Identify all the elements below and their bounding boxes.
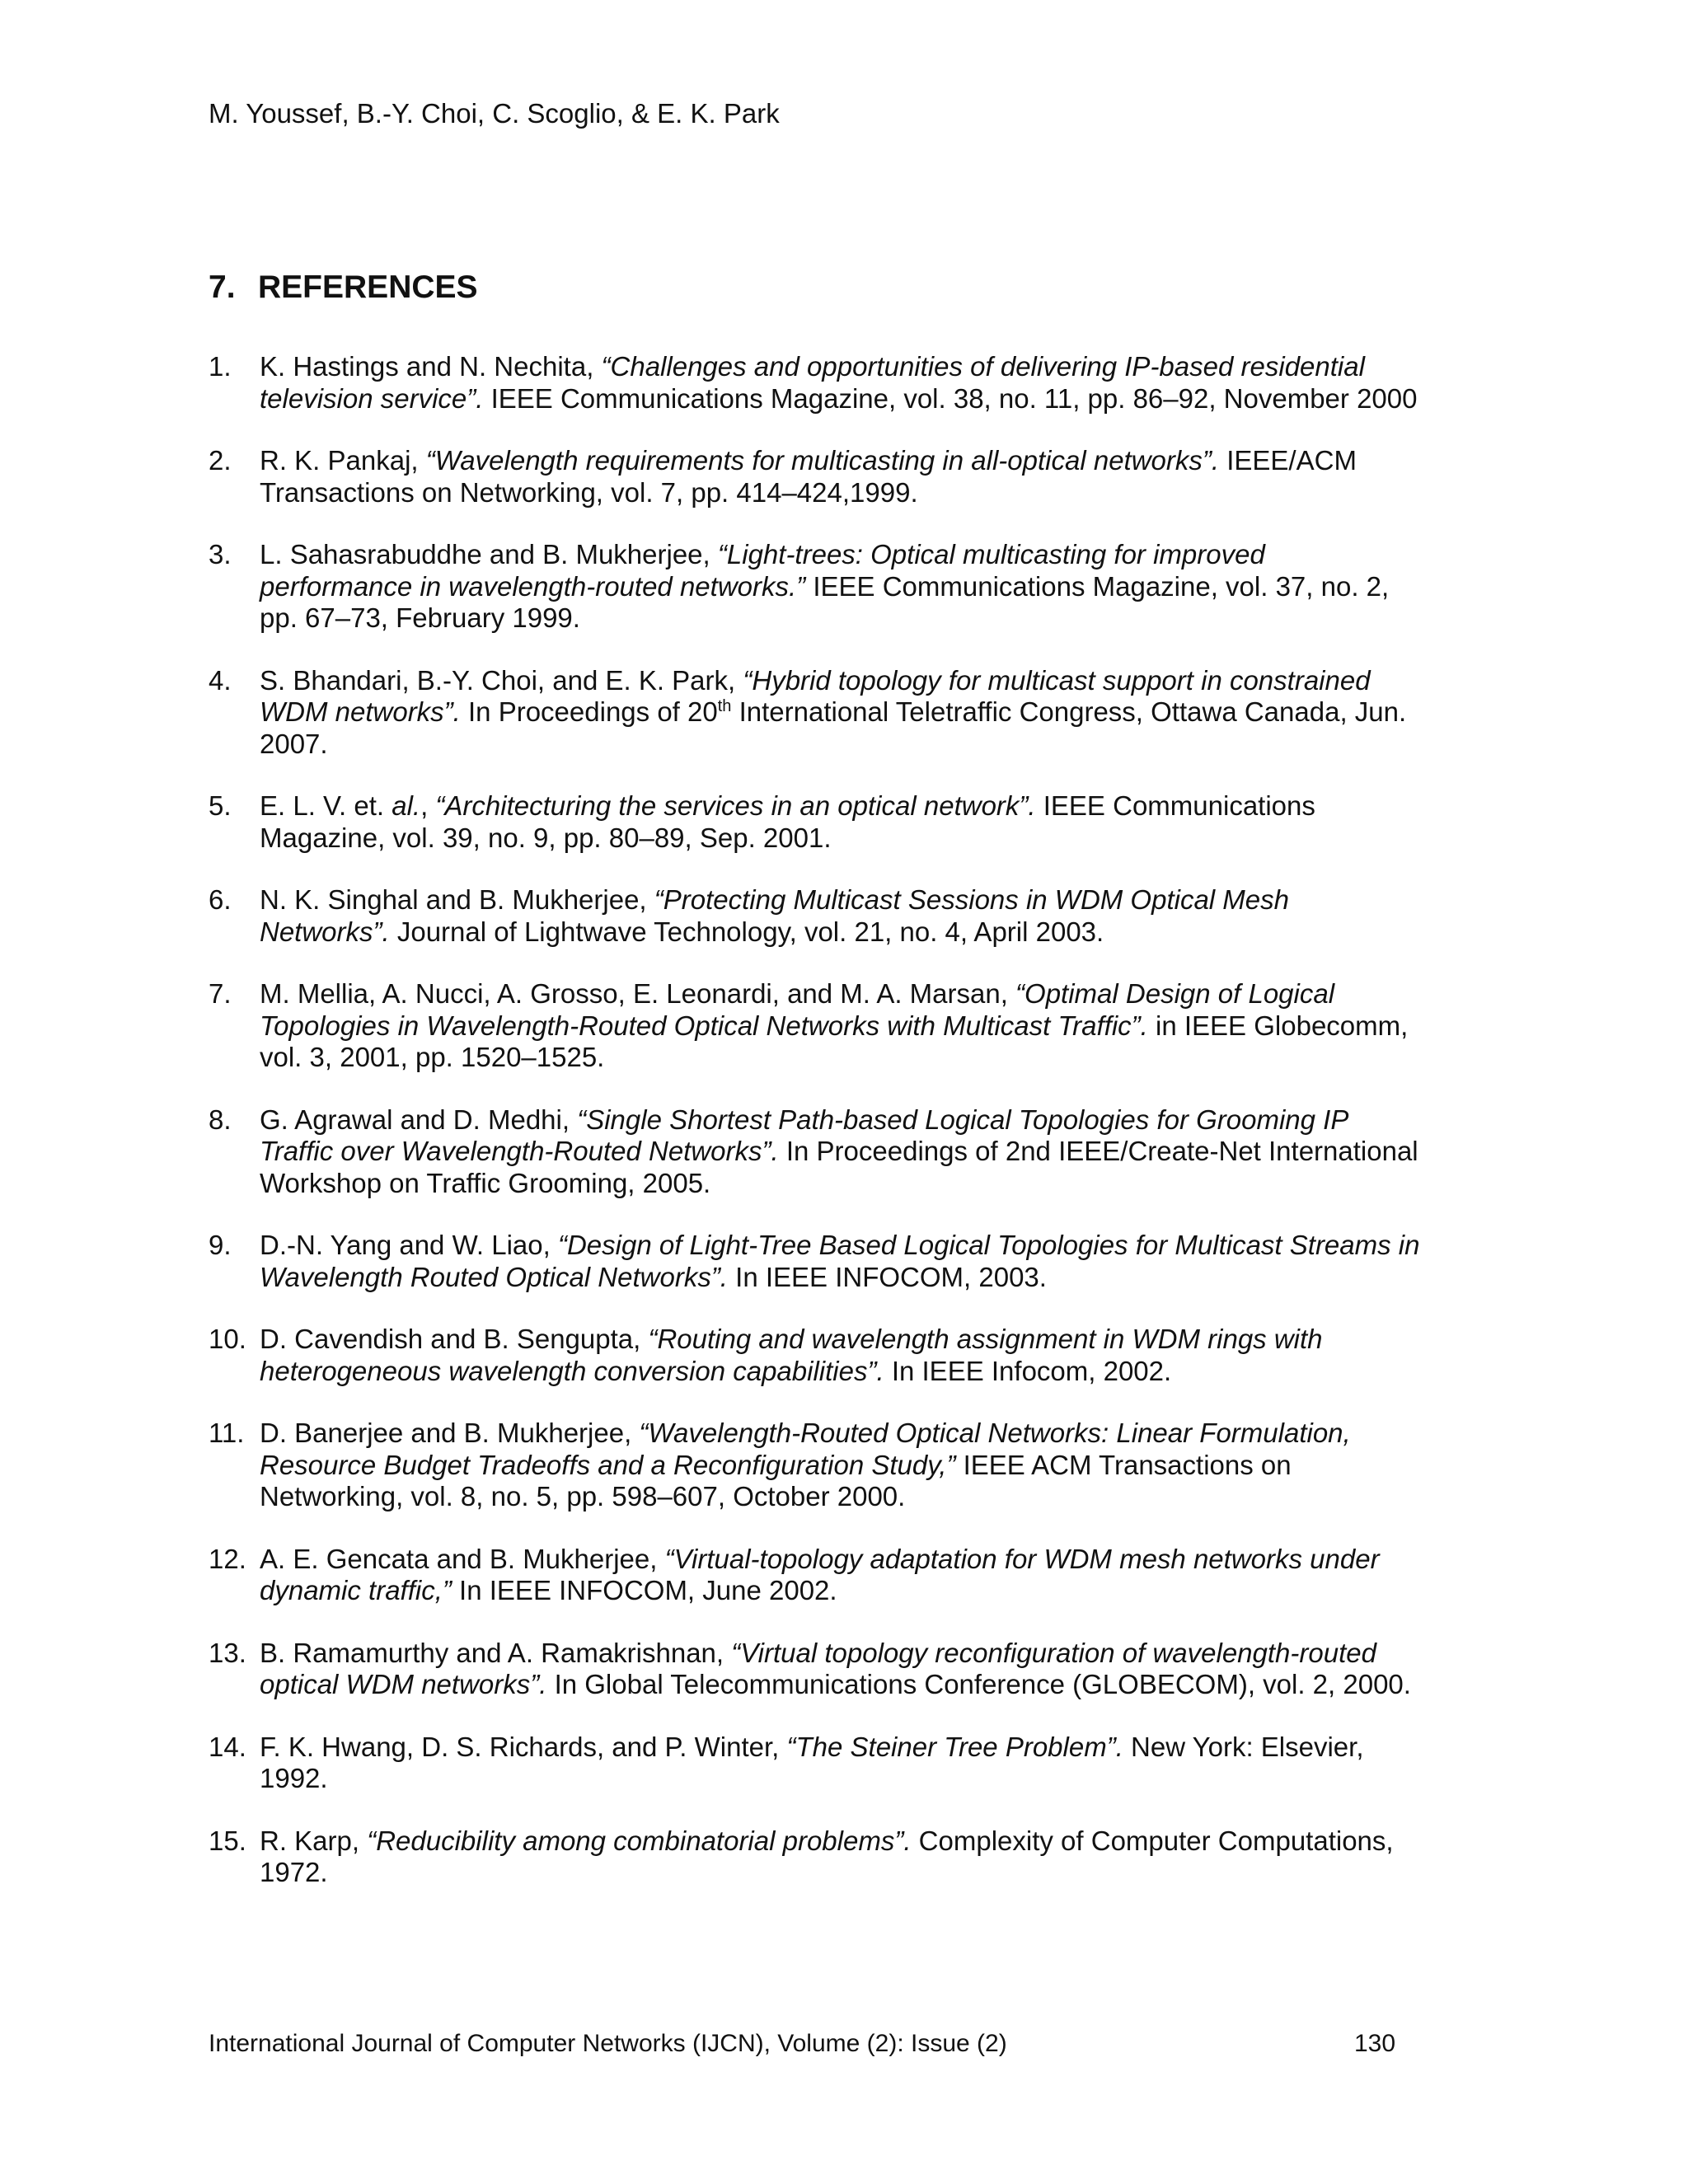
reference-number: 15.	[209, 1825, 246, 1856]
reference-source: IEEE Communications Magazine, vol. 38, no. 11, pp. 86–92, November 2000	[483, 382, 1418, 414]
reference-number: 1.	[209, 351, 232, 382]
reference-title: “Wavelength requirements for multicasting in all-optical networks”.	[425, 445, 1220, 476]
reference-source: In Global Telecommunications Conference (GLOBECOM), vol. 2, 2000.	[546, 1669, 1411, 1699]
reference-list	[209, 351, 1420, 1919]
reference-title: “Protecting Multicast Sessions in WDM Optical Mesh Networks”.	[260, 884, 1289, 947]
reference-item-9	[209, 1230, 1420, 1293]
reference-number: 3.	[209, 539, 232, 569]
page-number: 130	[1354, 2030, 1396, 2057]
reference-number: 13.	[209, 1637, 246, 1668]
page-footer	[209, 2029, 1395, 2059]
reference-item-2	[209, 445, 1420, 509]
reference-sep: ,	[420, 790, 436, 821]
reference-title: “Routing and wavelength assignment in WDM rings with heterogeneous wavelength conversion capabilities”.	[260, 1324, 1323, 1386]
reference-authors: E. L. V. et.	[260, 790, 392, 821]
reference-source: In IEEE Infocom, 2002.	[884, 1355, 1172, 1386]
reference-source-cont: International Teletraffic Congress, Ottawa Canada, Jun. 2007.	[260, 696, 1407, 759]
reference-item-14	[209, 1732, 1420, 1795]
reference-item-13	[209, 1638, 1420, 1701]
reference-item-7	[209, 978, 1420, 1074]
reference-authors: F. K. Hwang, D. S. Richards, and P. Winter,	[260, 1731, 787, 1762]
reference-title: “Hybrid topology for multicast support in constrained WDM networks”.	[260, 664, 1371, 727]
reference-title: “Wavelength-Routed Optical Networks: Linear Formulation, Resource Budget Tradeoffs and a Reconfiguration Study,”	[260, 1418, 1351, 1480]
section-number: 7.	[209, 269, 236, 305]
section-title: REFERENCES	[258, 269, 478, 305]
reference-item-1	[209, 351, 1420, 415]
reference-source: In Proceedings of 2nd IEEE/Create-Net International Workshop on Traffic Grooming, 2005.	[260, 1136, 1418, 1198]
running-head-authors: M. Youssef, B.-Y. Choi, C. Scoglio, & E. K. Park	[209, 98, 780, 129]
reference-source: In Proceedings of 20	[460, 696, 718, 727]
reference-source: IEEE ACM Transactions on Networking, vol. 8, no. 5, pp. 598–607, October 2000.	[260, 1449, 1292, 1511]
reference-source: IEEE Communications Magazine, vol. 37, no. 2, pp. 67–73, February 1999.	[260, 570, 1390, 633]
reference-title: “Light-trees: Optical multicasting for improved performance in wavelength-routed networks.”	[260, 539, 1265, 602]
reference-number: 9.	[209, 1230, 232, 1260]
reference-title: “Reducibility among combinatorial problems”.	[367, 1825, 912, 1856]
reference-item-5	[209, 790, 1420, 854]
reference-source: Complexity of Computer Computations, 1972.	[260, 1825, 1394, 1887]
reference-number: 6.	[209, 884, 232, 915]
reference-item-3	[209, 539, 1420, 635]
reference-title: “The Steiner Tree Problem”.	[786, 1731, 1123, 1762]
reference-title: “Challenges and opportunities of delivering IP-based residential television service”.	[260, 351, 1365, 414]
reference-title: “Architecturing the services in an optical network”.	[435, 790, 1036, 821]
reference-item-4	[209, 665, 1420, 761]
reference-authors: R. K. Pankaj,	[260, 445, 426, 476]
reference-authors: K. Hastings and N. Nechita,	[260, 351, 602, 382]
reference-title: “Design of Light-Tree Based Logical Topologies for Multicast Streams in Wavelength Routed Optical Networks”.	[260, 1230, 1420, 1292]
reference-source: New York: Elsevier, 1992.	[260, 1731, 1364, 1793]
footer-journal: International Journal of Computer Networks (IJCN), Volume (2): Issue (2)	[209, 2030, 1007, 2057]
reference-number: 12.	[209, 1543, 246, 1574]
reference-authors: B. Ramamurthy and A. Ramakrishnan,	[260, 1637, 732, 1668]
reference-authors: M. Mellia, A. Nucci, A. Grosso, E. Leonardi, and M. A. Marsan,	[260, 978, 1016, 1009]
reference-source: In IEEE INFOCOM, June 2002.	[451, 1575, 837, 1605]
reference-title: “Virtual topology reconfiguration of wavelength-routed optical WDM networks”.	[260, 1637, 1376, 1699]
reference-title: “Virtual-topology adaptation for WDM mesh networks under dynamic traffic,”	[260, 1543, 1380, 1605]
reference-number: 14.	[209, 1731, 246, 1762]
reference-number: 5.	[209, 790, 232, 821]
reference-source: IEEE/ACM Transactions on Networking, vol. 7, pp. 414–424,1999.	[260, 445, 1357, 508]
reference-number: 7.	[209, 978, 232, 1009]
reference-authors: D.-N. Yang and W. Liao,	[260, 1230, 558, 1260]
reference-authors: N. K. Singhal and B. Mukherjee,	[260, 884, 654, 915]
reference-title: “Optimal Design of Logical Topologies in Wavelength-Routed Optical Networks with Multicast Traffic”.	[260, 978, 1335, 1041]
reference-item-8	[209, 1104, 1420, 1200]
reference-item-15	[209, 1825, 1420, 1889]
reference-source: IEEE Communications Magazine, vol. 39, no. 9, pp. 80–89, Sep. 2001.	[260, 790, 1315, 853]
reference-authors: A. E. Gencata and B. Mukherjee,	[260, 1543, 665, 1574]
reference-authors: R. Karp,	[260, 1825, 368, 1856]
reference-item-12	[209, 1544, 1420, 1607]
reference-etal: al.	[392, 790, 421, 821]
section-heading	[209, 269, 478, 307]
reference-item-10	[209, 1324, 1420, 1387]
reference-authors: L. Sahasrabuddhe and B. Mukherjee,	[260, 539, 718, 569]
reference-number: 8.	[209, 1104, 232, 1135]
reference-number: 10.	[209, 1324, 246, 1354]
reference-authors: G. Agrawal and D. Medhi,	[260, 1104, 578, 1135]
reference-authors: S. Bhandari, B.-Y. Choi, and E. K. Park,	[260, 664, 743, 696]
reference-item-6	[209, 884, 1420, 948]
reference-authors: D. Banerjee and B. Mukherjee,	[260, 1418, 640, 1448]
reference-superscript: th	[717, 697, 732, 715]
reference-number: 2.	[209, 445, 232, 476]
reference-number: 4.	[209, 664, 232, 696]
reference-source: in IEEE Globecomm, vol. 3, 2001, pp. 1520–1525.	[260, 1010, 1409, 1072]
reference-source: In IEEE INFOCOM, 2003.	[727, 1261, 1047, 1292]
reference-source: Journal of Lightwave Technology, vol. 21, no. 4, April 2003.	[389, 916, 1104, 947]
reference-authors: D. Cavendish and B. Sengupta,	[260, 1324, 649, 1354]
reference-item-11	[209, 1418, 1420, 1513]
reference-title: “Single Shortest Path-based Logical Topologies for Grooming IP Traffic over Wavelength-Routed Networks”.	[260, 1104, 1348, 1166]
reference-number: 11.	[209, 1418, 245, 1448]
